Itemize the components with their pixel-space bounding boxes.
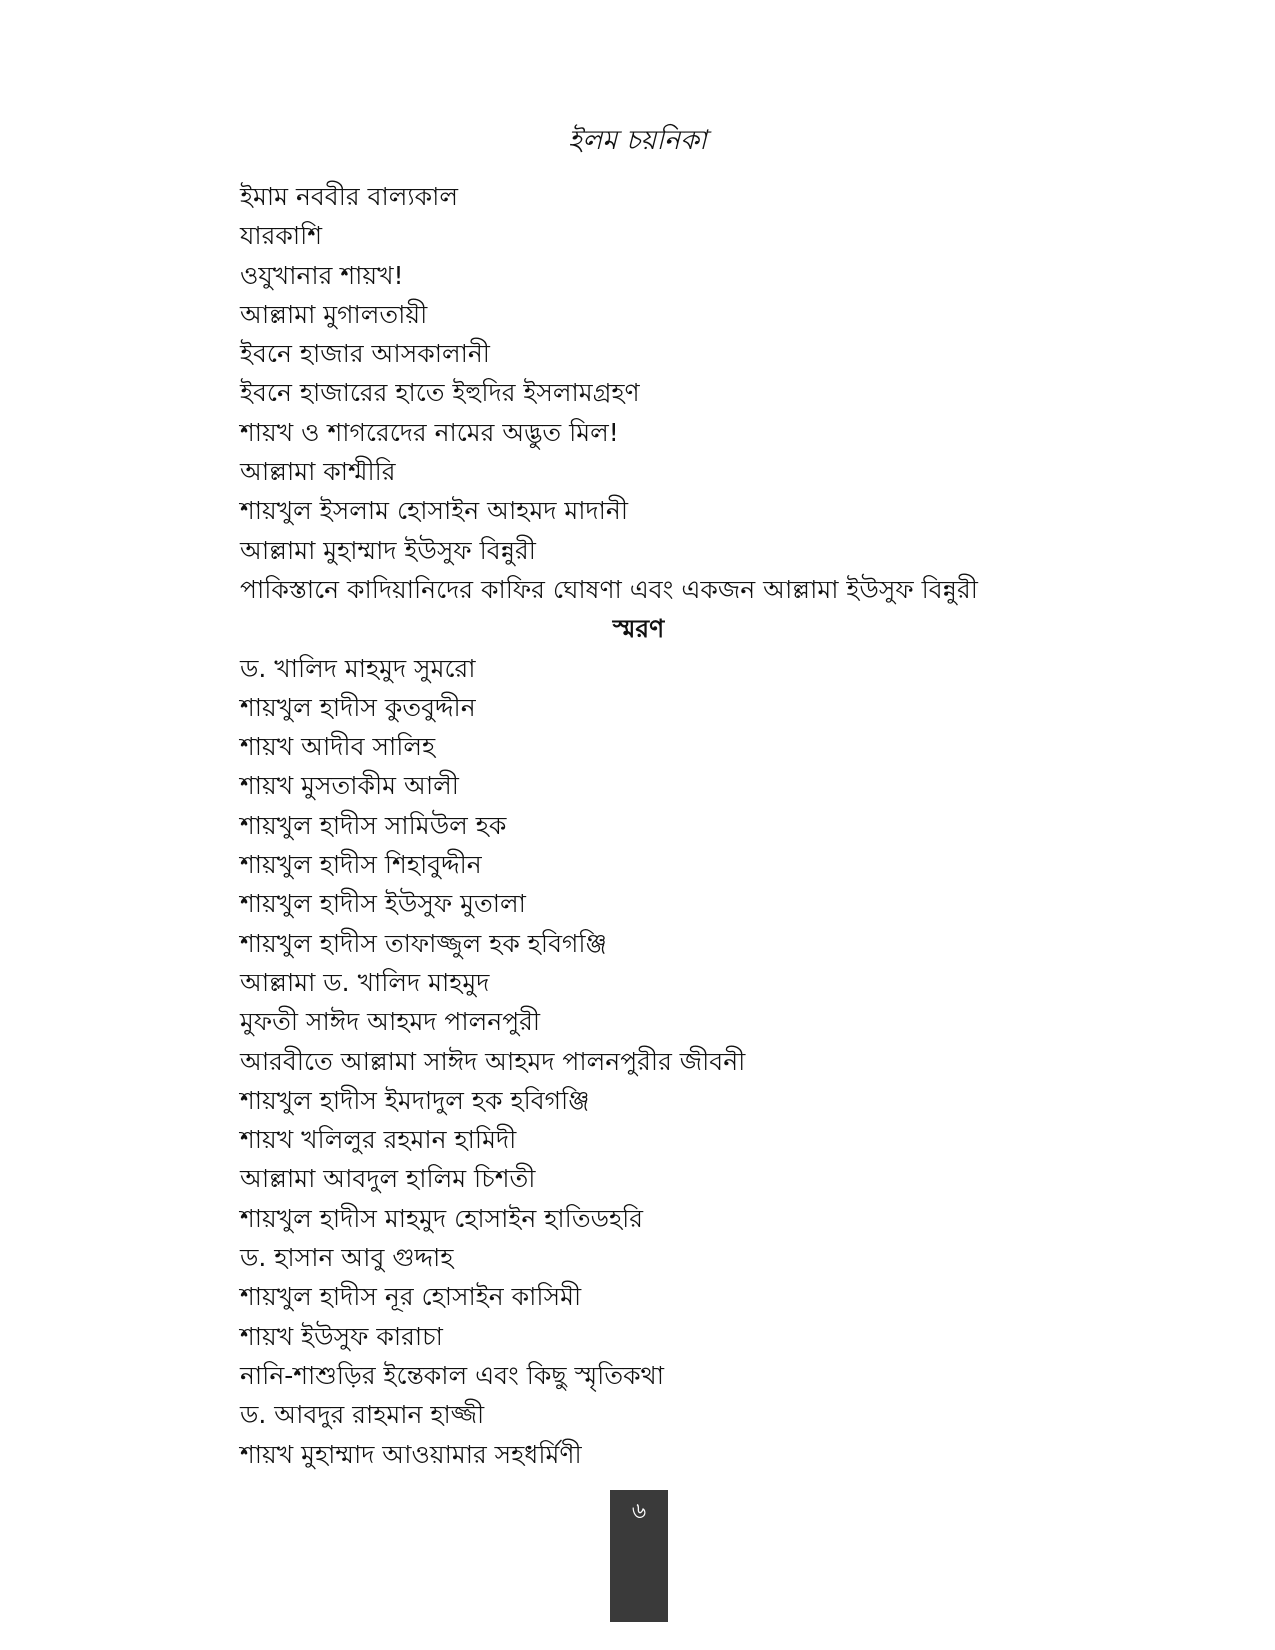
toc-entry: ইবনে হাজারের হাতে ইহুদির ইসলামগ্রহণ — [240, 378, 640, 408]
toc-entry: শায়খ ও শাগরেদের নামের অদ্ভুত মিল! — [240, 417, 619, 447]
toc-entry: শায়খ আদীব সালিহ — [240, 732, 436, 762]
toc-entry: আল্লামা মুহাম্মাদ ইউসুফ বিন্নুরী — [240, 535, 536, 565]
table-of-contents — [240, 177, 1040, 1474]
toc-entry: শায়খ মুহাম্মাদ আওয়ামার সহধর্মিণী — [240, 1439, 582, 1469]
toc-entry: শায়খুল হাদীস তাফাজ্জুল হক হবিগঞ্জি — [240, 928, 607, 958]
toc-entry: ড. খালিদ মাহমুদ সুমরো — [240, 653, 476, 683]
toc-entry: শায়খুল ইসলাম হোসাইন আহমদ মাদানী — [240, 496, 628, 526]
toc-entry: শায়খুল হাদীস মাহমুদ হোসাইন হাতিডহরি — [240, 1203, 644, 1233]
running-title: ইলম চয়নিকা — [568, 125, 707, 156]
toc-entry: আল্লামা আবদুল হালিম চিশতী — [240, 1164, 536, 1194]
toc-entry: শায়খুল হাদীস কুতবুদ্দীন — [240, 692, 476, 722]
toc-entry: আল্লামা ড. খালিদ মাহমুদ — [240, 967, 490, 997]
toc-entry: শায়খুল হাদীস সামিউল হক — [240, 810, 507, 840]
toc-entry: শায়খ খলিলুর রহমান হামিদী — [240, 1125, 517, 1155]
toc-entry: শায়খুল হাদীস শিহাবুদ্দীন — [240, 850, 482, 880]
toc-entry: নানি-শাশুড়ির ইন্তেকাল এবং কিছু স্মৃতিকথা — [240, 1360, 665, 1390]
toc-entry: ড. হাসান আবু গুদ্দাহ — [240, 1243, 454, 1273]
toc-entry: শায়খ মুসতাকীম আলী — [240, 771, 459, 801]
toc-entry: ড. আবদুর রাহমান হাজ্জী — [240, 1400, 485, 1430]
toc-entry: শায়খুল হাদীস নূর হোসাইন কাসিমী — [240, 1282, 582, 1312]
toc-entry: ইবনে হাজার আসকালানী — [240, 339, 490, 369]
toc-entry: ইমাম নববীর বাল্যকাল — [240, 182, 458, 211]
toc-entry: মুফতী সাঈদ আহমদ পালনপুরী — [240, 1007, 541, 1037]
toc-entry: শায়খুল হাদীস ইমদাদুল হক হবিগঞ্জি — [240, 1085, 590, 1115]
toc-entry: আল্লামা কাশ্মীরি — [240, 457, 396, 487]
toc-entry: ওযুখানার শায়খ! — [240, 260, 404, 290]
toc-entry: শায়খুল হাদীস ইউসুফ মুতালা — [240, 889, 526, 919]
toc-entry: আল্লামা মুগালতায়ী — [240, 299, 428, 329]
toc-entry: পাকিস্তানে কাদিয়ানিদের কাফির ঘোষণা এবং একজন আল্লামা ইউসুফ বিন্নুরী — [240, 574, 978, 604]
section-heading-smaran: স্মরণ — [612, 614, 665, 644]
toc-entry: আরবীতে আল্লামা সাঈদ আহমদ পালনপুরীর জীবনী — [240, 1046, 746, 1076]
page-number: ৬ — [610, 1490, 668, 1622]
toc-entry: যারকাশি — [240, 221, 323, 251]
toc-entry: শায়খ ইউসুফ কারাচা — [240, 1321, 443, 1351]
